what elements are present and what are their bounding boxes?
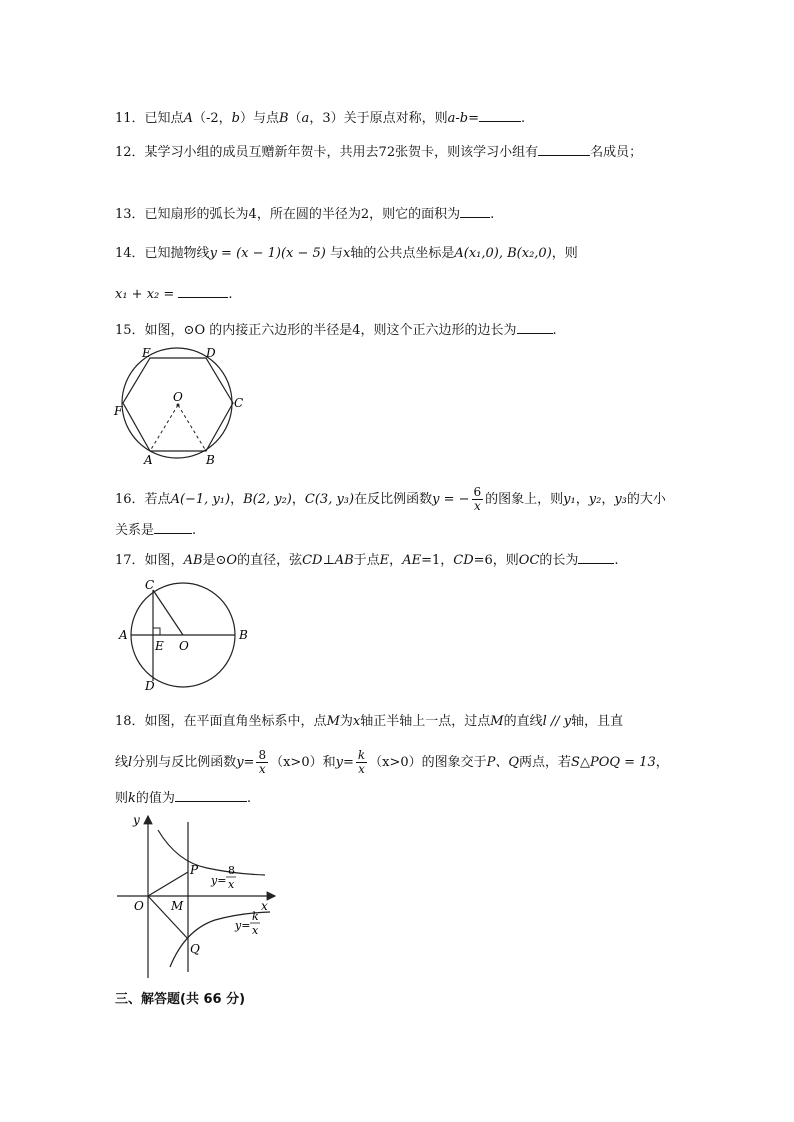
label-curve2-denominator: x [252,924,259,937]
question-number: 17． [115,553,145,568]
text: 轴的公共点坐标是 [350,246,455,261]
expr: CD⊥AB [302,553,354,568]
right-angle-mark [153,628,160,635]
var: x [343,246,351,261]
denominator: x [473,499,481,513]
text: 如图，在平面直角坐标系中，点 [144,714,327,729]
denominator: x [358,762,365,776]
label-y: y [133,813,140,827]
question-number: 12． [115,145,145,160]
label-curve2-numerator: k [252,910,259,923]
label-a: A [119,628,128,642]
question-number: 14． [115,246,145,261]
text: ，3）关于原点对称，则 [309,111,448,126]
point-c: C(3, y₃) [304,492,355,507]
text: 轴，且直 [571,714,624,729]
text: 在反比例函数 [354,492,433,507]
label-o: O [179,639,189,653]
formula: y= [236,755,255,770]
text: ， [655,755,669,770]
question-number: 13． [115,207,145,222]
numerator: 8 [258,748,267,762]
text: ， [601,492,615,507]
answer-blank[interactable] [479,108,521,122]
text: 线 [115,755,129,770]
fraction [472,486,484,513]
var: y₃ [614,492,627,507]
text: 分别与反比例函数 [132,755,237,770]
var: P、Q [486,755,520,770]
coordinate-figure [115,812,285,982]
label-a: A [144,453,153,467]
label-curve2: y= [235,919,251,932]
text: 则 [115,791,129,806]
formula: S△POQ = 13 [571,755,656,770]
label-d: D [145,679,155,693]
circle-chord-figure [115,578,265,696]
answer-blank[interactable] [154,520,192,534]
expr: l // y [542,714,572,729]
point-b: B(2, y₂) [243,492,292,507]
answer-blank[interactable] [460,204,490,218]
question-12 [115,142,642,163]
text: ， [575,492,589,507]
label-b: B [239,628,248,642]
var: l [128,755,133,770]
text: （x>0）和 [270,755,336,770]
answer-blank[interactable] [578,550,614,564]
answer-blank[interactable] [175,788,247,802]
text: . [246,791,252,806]
var: k [128,791,136,806]
text: 关系是 [115,523,155,538]
question-14 [115,244,578,264]
text: . [490,207,495,222]
text: ，则 [551,246,578,261]
denominator: x [258,762,266,776]
text: 于点 [353,553,380,568]
label-f: F [114,404,123,418]
var: M [326,714,340,729]
label-o: O [134,899,144,913]
label-curve1: y= [211,874,227,887]
fraction [356,749,367,776]
numerator: k [357,748,366,762]
var: E [379,553,390,568]
segment-op [148,872,188,896]
text: （ [288,111,302,126]
radius-oa [150,405,178,451]
label-curve1-denominator: x [228,878,235,891]
question-16-line2 [115,520,196,541]
text: （-2， [192,111,232,126]
var: b [231,111,240,126]
hexagon-figure [112,343,252,468]
numerator: 6 [473,485,482,499]
text: 的图象上，则 [485,492,564,507]
label-e: E [155,639,164,653]
label-x: x [261,899,268,913]
var: O [226,553,238,568]
text: . [520,111,526,126]
var: AB [183,553,203,568]
text: 某学习小组的成员互赠新年贺卡，共用去72张贺卡，则该学习小组有 [144,145,539,160]
text: ， [230,492,244,507]
var: x [352,714,361,729]
text: 已知抛物线 [144,246,210,261]
question-number: 18． [115,714,145,729]
answer-blank[interactable] [178,284,228,298]
question-number: 15． [115,323,145,338]
text: =1， [421,553,454,568]
label-p: P [190,863,199,877]
question-18-line3 [115,788,251,809]
text: = [468,111,479,126]
question-18-line2 [115,748,669,778]
formula: y= [335,755,354,770]
var: M [490,714,504,729]
label-b: B [206,453,215,467]
text: . [552,323,557,338]
question-15 [115,320,557,341]
label-d: D [206,346,216,360]
var: y₁ [563,492,576,507]
text: 的值为 [135,791,175,806]
radius-ob [178,405,206,451]
text: 已知扇形的弧长为4，所在圆的半径为2，则它的面积为 [144,207,461,222]
question-18 [115,712,623,732]
label-o: O [173,390,183,404]
text: 名成员； [590,145,643,160]
formula: y = − [432,492,470,507]
label-c: C [145,578,155,592]
point-a: A(−1, y₁) [170,492,231,507]
var: AE [402,553,422,568]
text: ， [291,492,305,507]
text: 的直径，弦 [237,553,303,568]
expr: a-b [447,111,469,126]
label-c: C [234,396,244,410]
label-q: Q [190,942,200,956]
text: . [192,523,197,538]
fraction [256,749,268,776]
text: 轴正半轴上一点，过点 [360,714,491,729]
question-14-line2 [115,284,233,305]
text: 是⊙ [202,553,227,568]
label-e: E [142,346,151,360]
text: （x>0）的图象交于 [369,755,487,770]
question-number: 11． [115,111,145,126]
formula: y = (x − 1)(x − 5) [209,246,326,261]
section-heading: 三、解答题(共 66 分) [115,992,246,1007]
text: 若点 [144,492,171,507]
var: B [278,111,289,126]
label-m: M [171,899,184,913]
var: y₂ [588,492,602,507]
text: 与 [330,246,344,261]
text: 如图， [144,553,184,568]
answer-blank[interactable] [538,142,590,156]
question-11 [115,108,525,129]
var: OC [518,553,540,568]
text: . [614,553,619,568]
formula: A(x₁,0), B(x₂,0) [454,246,552,261]
var: A [183,111,193,126]
question-number: 16． [115,492,145,507]
text: ）与点 [239,111,279,126]
text: 两点，若 [519,755,572,770]
question-16 [115,486,666,514]
formula: x₁ + x₂ = [115,287,175,302]
text: 的直线 [503,714,543,729]
text: ， [389,553,403,568]
text: 已知点 [144,111,184,126]
var: CD [453,553,474,568]
label-curve1-numerator: 8 [228,864,235,877]
var: a [301,111,310,126]
text: 的大小 [626,492,666,507]
text: =6，则 [473,553,519,568]
text: 如图，⊙O 的内接正六边形的半径是4，则这个正六边形的边长为 [144,323,517,338]
question-17 [115,550,619,571]
text: . [228,287,233,302]
curve-y-8-over-x [158,830,265,875]
text: 为 [339,714,353,729]
question-13 [115,204,494,225]
answer-blank[interactable] [517,320,553,334]
text: 的长为 [539,553,579,568]
